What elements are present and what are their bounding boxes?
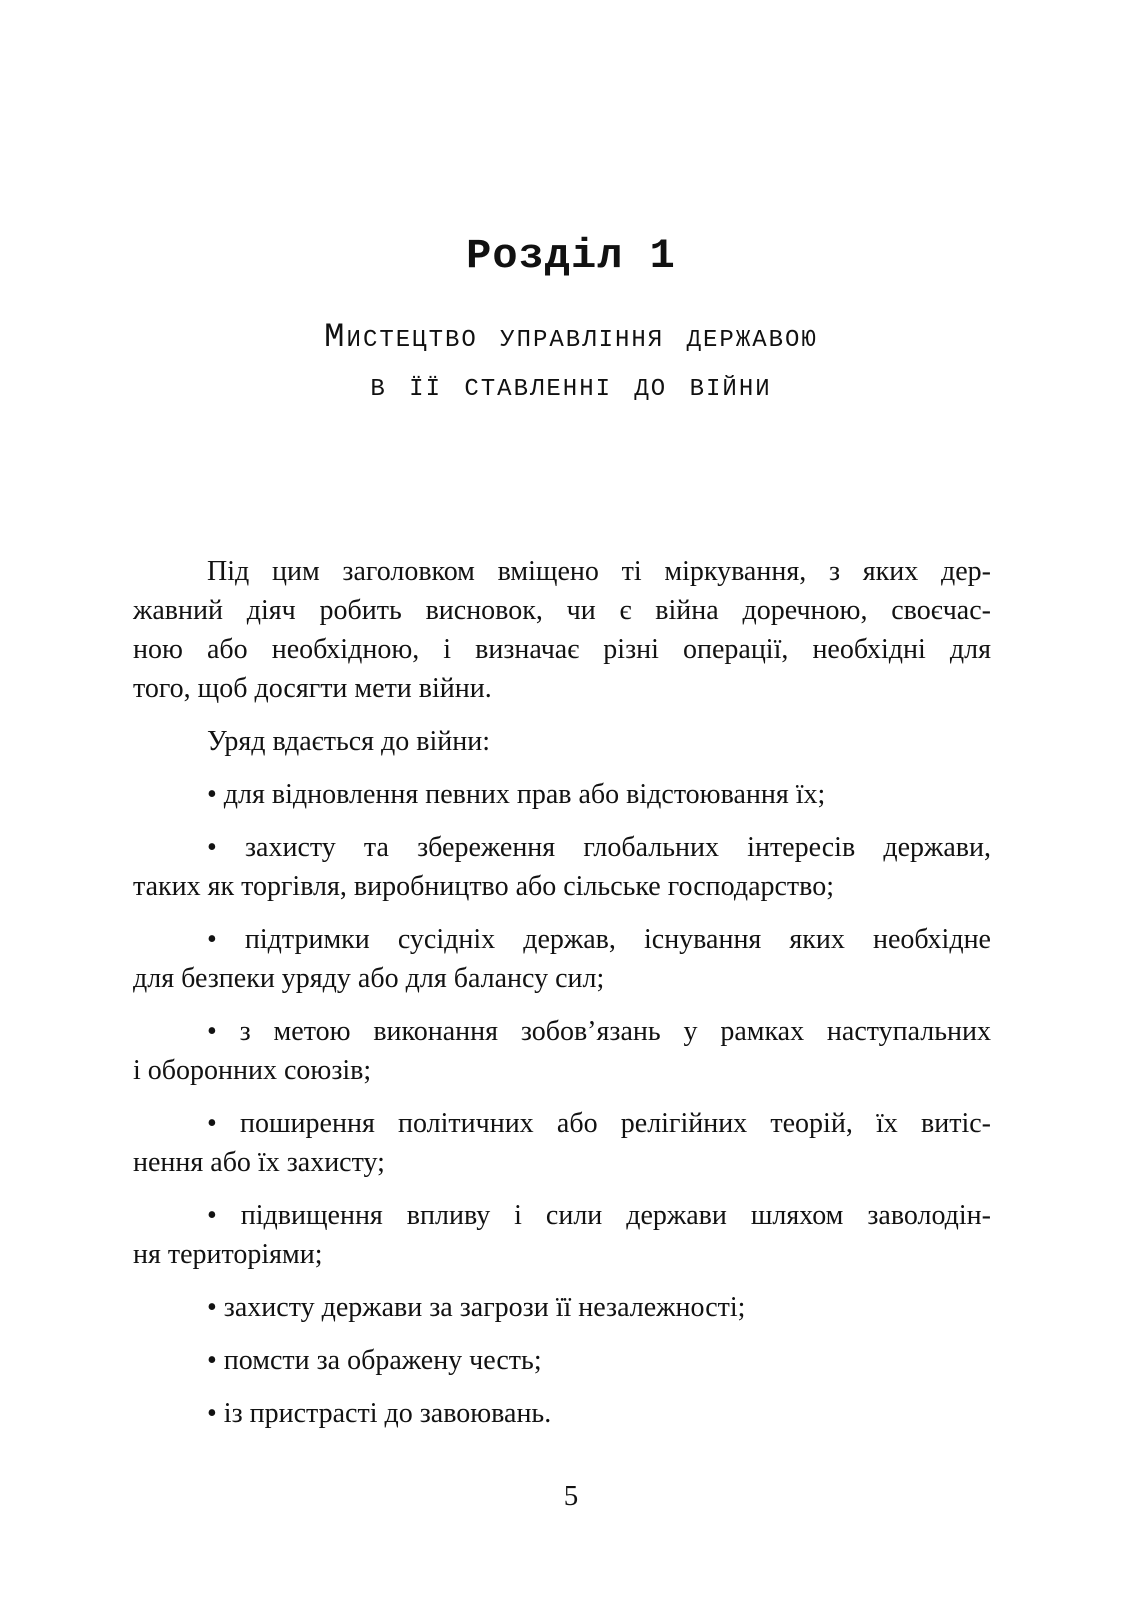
- paragraph: [133, 828, 991, 906]
- text-line: і оборонних союзів;: [133, 1055, 372, 1086]
- text-line: • помсти за ображену честь;: [207, 1345, 542, 1376]
- chapter-title-line-2: в її ставленні до війни: [370, 368, 772, 406]
- text-line: • для відновлення певних прав або відстоювання їх;: [207, 779, 826, 810]
- text-line: того, щоб досягти мети війни.: [133, 673, 492, 704]
- text-line: ня територіями;: [133, 1239, 323, 1270]
- text-line: Під цим заголовком вміщено ті міркування, з яких дер-: [207, 556, 991, 587]
- text-line: ною або необхідною, і визначає різні операції, необхідні для: [133, 634, 991, 665]
- paragraph: [133, 1104, 991, 1182]
- text-line: • з метою виконання зобов’язань у рамках наступальних: [207, 1016, 991, 1047]
- text-line: • захисту та збереження глобальних інтересів держави,: [207, 832, 991, 863]
- text-line: Уряд вдається до війни:: [207, 726, 490, 757]
- chapter-title-line-1: Мистецтво управління державою: [324, 319, 818, 357]
- text-line: для безпеки уряду або для балансу сил;: [133, 963, 605, 994]
- text-line: таких як торгівля, виробництво або сільське господарство;: [133, 871, 834, 902]
- paragraph: [133, 920, 991, 998]
- text-line: • поширення політичних або релігійних теорій, їх витіс-: [207, 1108, 991, 1139]
- paragraph: [133, 1196, 991, 1274]
- paragraph: [133, 1012, 991, 1090]
- paragraph: [133, 552, 991, 708]
- chapter-body: [133, 552, 991, 1433]
- chapter-number-heading: Розділ 1: [466, 232, 676, 280]
- paragraph: [133, 1394, 991, 1433]
- paragraph: [133, 1288, 991, 1327]
- paragraph: [133, 1341, 991, 1380]
- text-line: • із пристрасті до завоювань.: [207, 1398, 552, 1429]
- text-line: • підтримки сусідніх держав, існування яких необхідне: [207, 924, 991, 955]
- paragraph: [133, 775, 991, 814]
- page-number: 5: [563, 1480, 579, 1512]
- text-line: • захисту держави за загрози її незалежності;: [207, 1292, 746, 1323]
- paragraph: [133, 722, 991, 761]
- text-line: жавний діяч робить висновок, чи є війна доречною, своєчас-: [133, 595, 991, 626]
- text-line: • підвищення впливу і сили держави шляхом заволодін-: [207, 1200, 991, 1231]
- chapter-title: [0, 314, 1142, 412]
- text-line: нення або їх захисту;: [133, 1147, 385, 1178]
